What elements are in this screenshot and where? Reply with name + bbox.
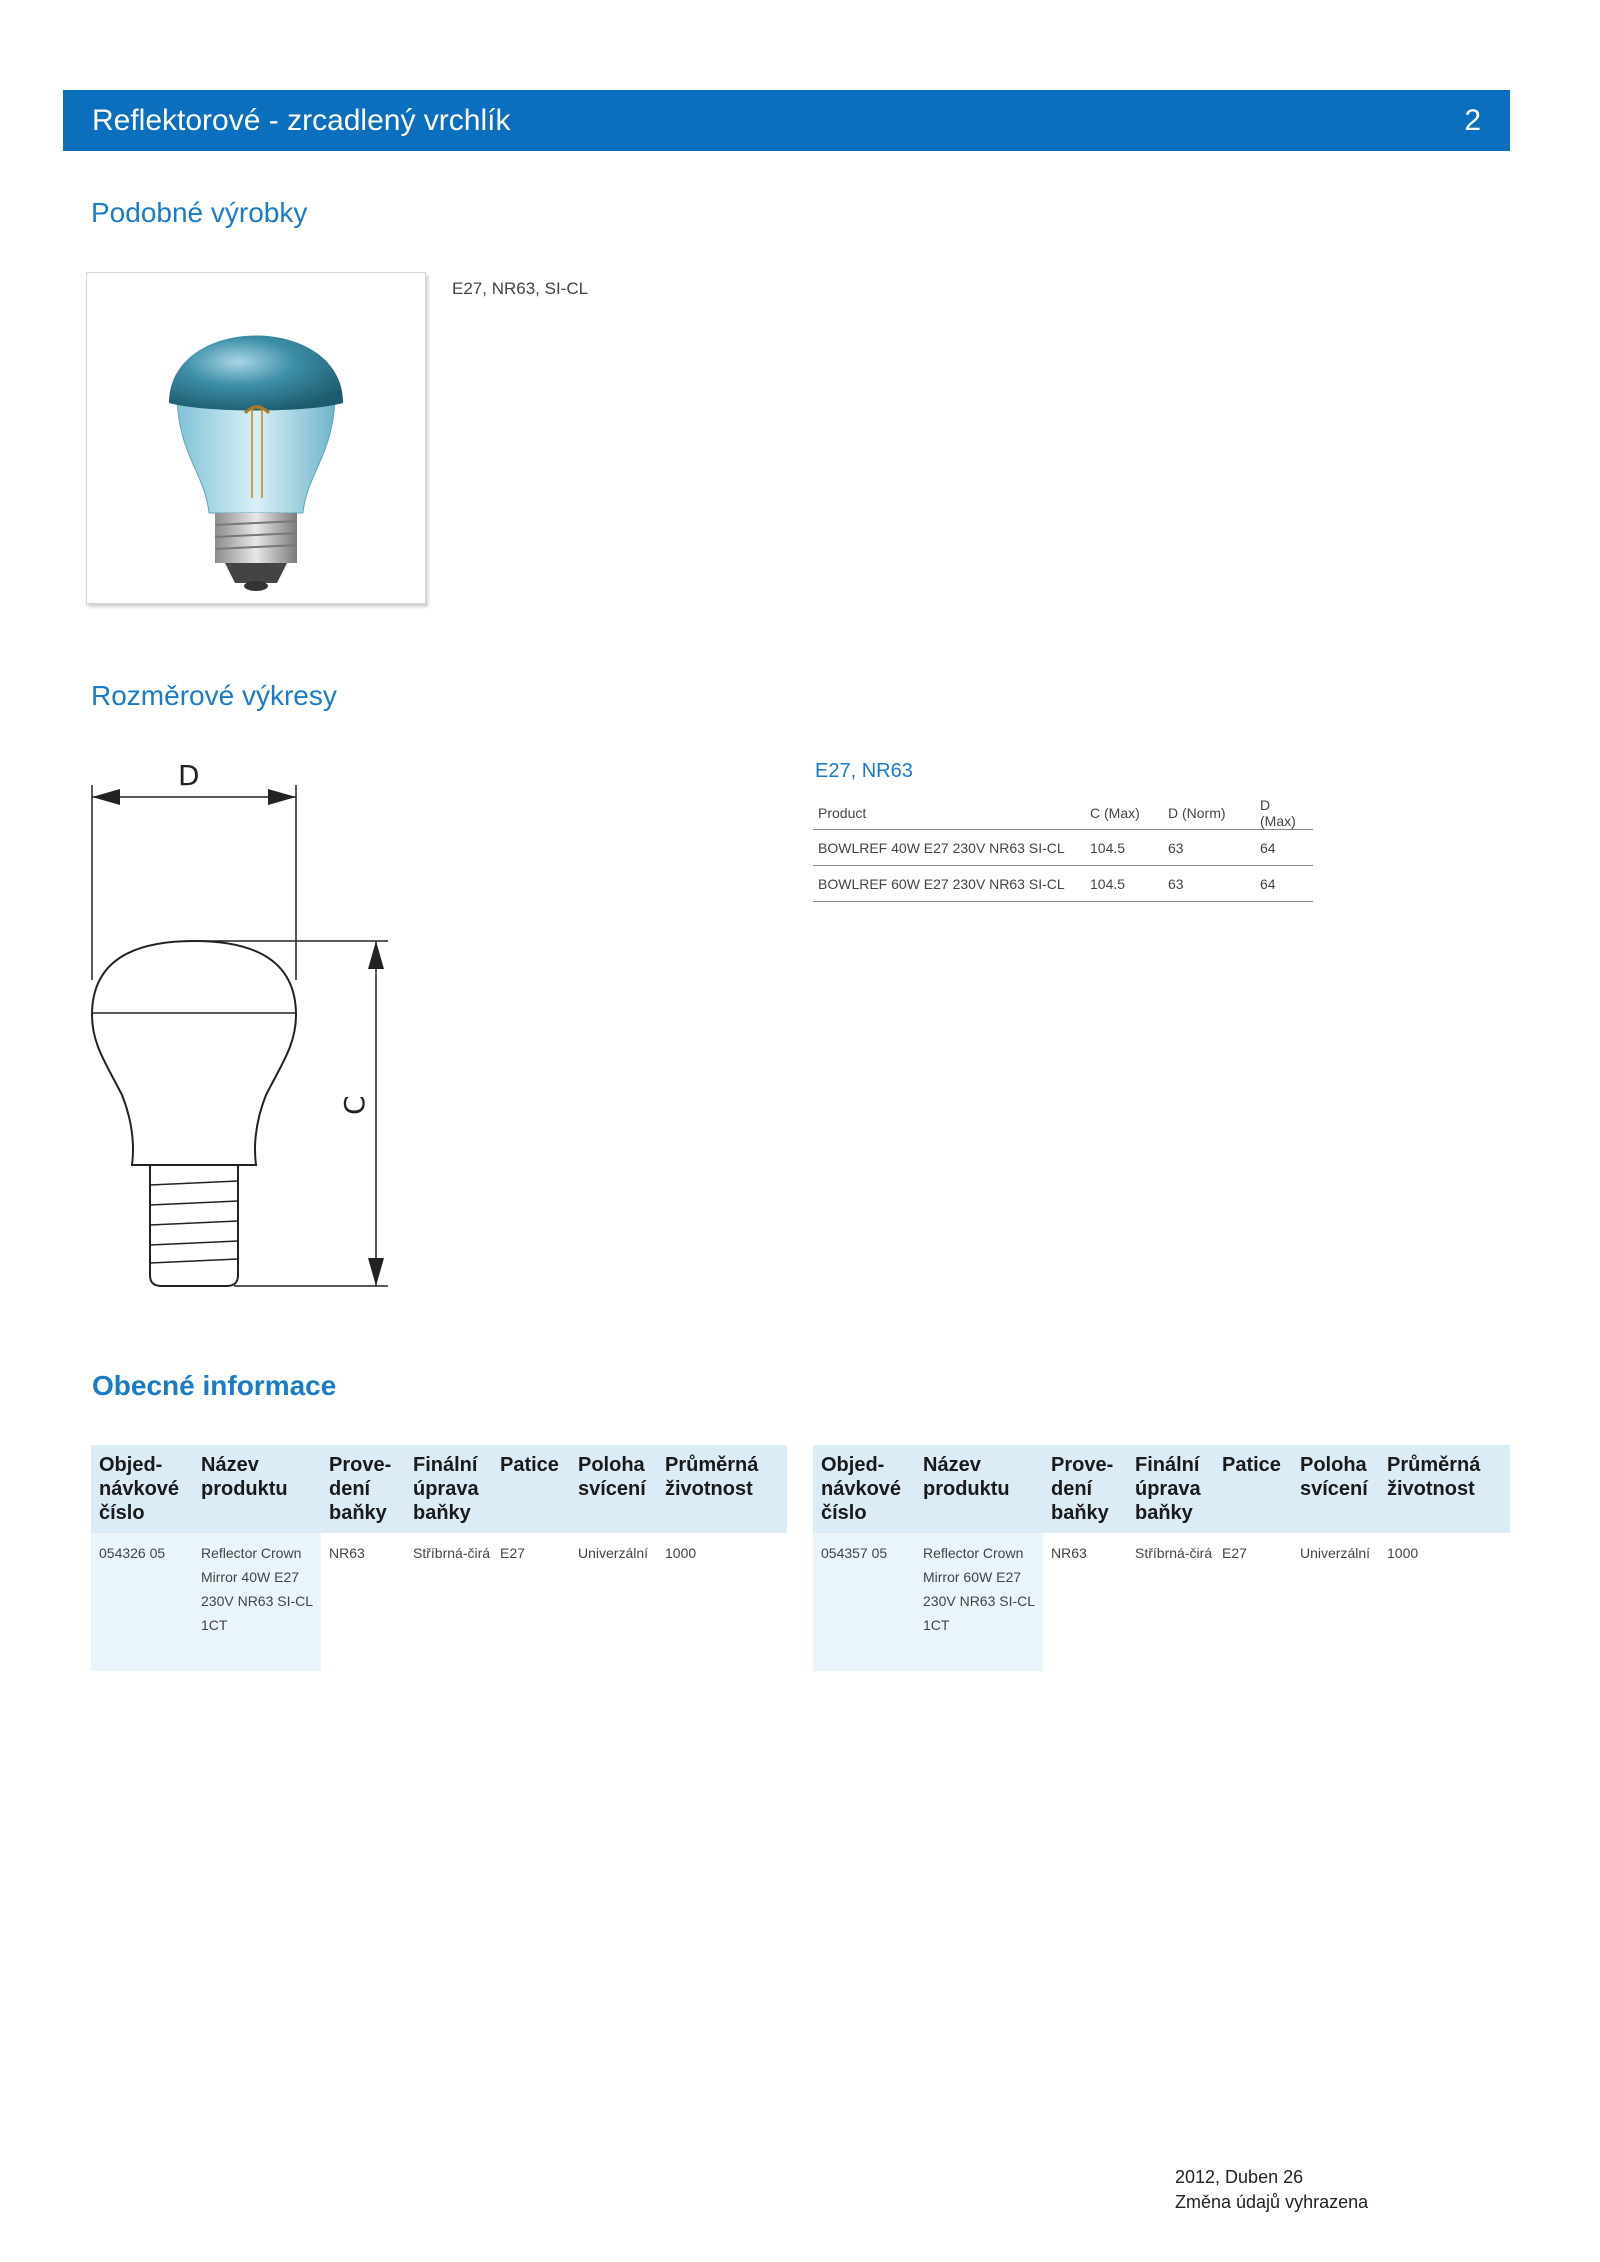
column-header: Poloha svícení — [1292, 1445, 1379, 1533]
table-cell: 64 — [1255, 866, 1313, 902]
lamp-photo-illustration — [87, 273, 425, 603]
column-header: Prove-dení baňky — [321, 1445, 405, 1533]
general-info-table-1 — [91, 1445, 787, 1671]
table-cell: 63 — [1163, 866, 1255, 902]
dimension-label-c: C — [338, 1095, 371, 1115]
column-header: Průměrná životnost — [1379, 1445, 1510, 1533]
bulb-type: NR63 — [1051, 1545, 1087, 1561]
column-header: Patice — [492, 1445, 570, 1533]
similar-products-heading: Podobné výrobky — [91, 197, 308, 228]
column-header: Product — [813, 797, 1085, 830]
average-life: 1000 — [1387, 1545, 1419, 1561]
table-cell: BOWLREF 60W E27 230V NR63 SI-CL — [813, 866, 1085, 902]
dimension-drawings-heading: Rozměrové výkresy — [91, 680, 337, 711]
bulb-type: NR63 — [329, 1545, 365, 1561]
column-header: C (Max) — [1085, 797, 1163, 830]
dimension-drawing — [86, 755, 406, 1295]
table-cell: 104.5 — [1085, 866, 1163, 902]
column-header: Finální úprava baňky — [405, 1445, 492, 1533]
similar-product-caption: E27, NR63, SI-CL — [452, 279, 589, 298]
product-photo — [86, 272, 426, 604]
order-number: 054357 05 — [813, 1533, 915, 1671]
header-bar — [63, 90, 1510, 151]
table-cell: BOWLREF 40W E27 230V NR63 SI-CL — [813, 830, 1085, 866]
column-header: Prove-dení baňky — [1043, 1445, 1127, 1533]
bulb-finish: Stříbrná-čirá — [1135, 1545, 1213, 1561]
dimension-table-title: E27, NR63 — [815, 760, 913, 782]
general-info-table-2 — [813, 1445, 1510, 1671]
table-cell: 63 — [1163, 830, 1255, 866]
page-number: 2 — [1464, 103, 1481, 137]
table-cell: 64 — [1255, 830, 1313, 866]
burning-position: Univerzální — [1300, 1545, 1371, 1561]
column-header: Název produktu — [193, 1445, 321, 1533]
bulb-finish: Stříbrná-čirá — [413, 1545, 491, 1561]
order-number: 054326 05 — [91, 1533, 193, 1671]
cap-base: E27 — [1222, 1545, 1247, 1561]
table-row — [813, 830, 1313, 866]
page-title: Reflektorové - zrcadlený vrchlík — [92, 103, 511, 137]
column-header: Název produktu — [915, 1445, 1043, 1533]
column-header: Průměrná životnost — [657, 1445, 787, 1533]
column-header: Objed-návkové číslo — [91, 1445, 193, 1533]
footer-date: 2012, Duben 26 — [1175, 2167, 1304, 2187]
general-info-heading: Obecné informace — [92, 1370, 337, 1401]
table-row — [91, 1533, 787, 1671]
dimension-label-d: D — [178, 759, 200, 792]
average-life: 1000 — [665, 1545, 697, 1561]
column-header: Poloha svícení — [570, 1445, 657, 1533]
column-header: D (Norm) — [1163, 797, 1255, 830]
table-cell: 104.5 — [1085, 830, 1163, 866]
dimension-table — [813, 797, 1313, 902]
column-header: D (Max) — [1255, 797, 1313, 830]
burning-position: Univerzální — [578, 1545, 649, 1561]
table-row — [813, 866, 1313, 902]
column-header: Finální úprava baňky — [1127, 1445, 1214, 1533]
column-header: Patice — [1214, 1445, 1292, 1533]
footer-note: Změna údajů vyhrazena — [1175, 2192, 1369, 2212]
column-header: Objed-návkové číslo — [813, 1445, 915, 1533]
table-row — [813, 1533, 1510, 1671]
cap-base: E27 — [500, 1545, 525, 1561]
product-name: Reflector Crown Mirror 40W E27 230V NR63 SI-CL 1CT — [193, 1533, 321, 1671]
product-name: Reflector Crown Mirror 60W E27 230V NR63 SI-CL 1CT — [915, 1533, 1043, 1671]
